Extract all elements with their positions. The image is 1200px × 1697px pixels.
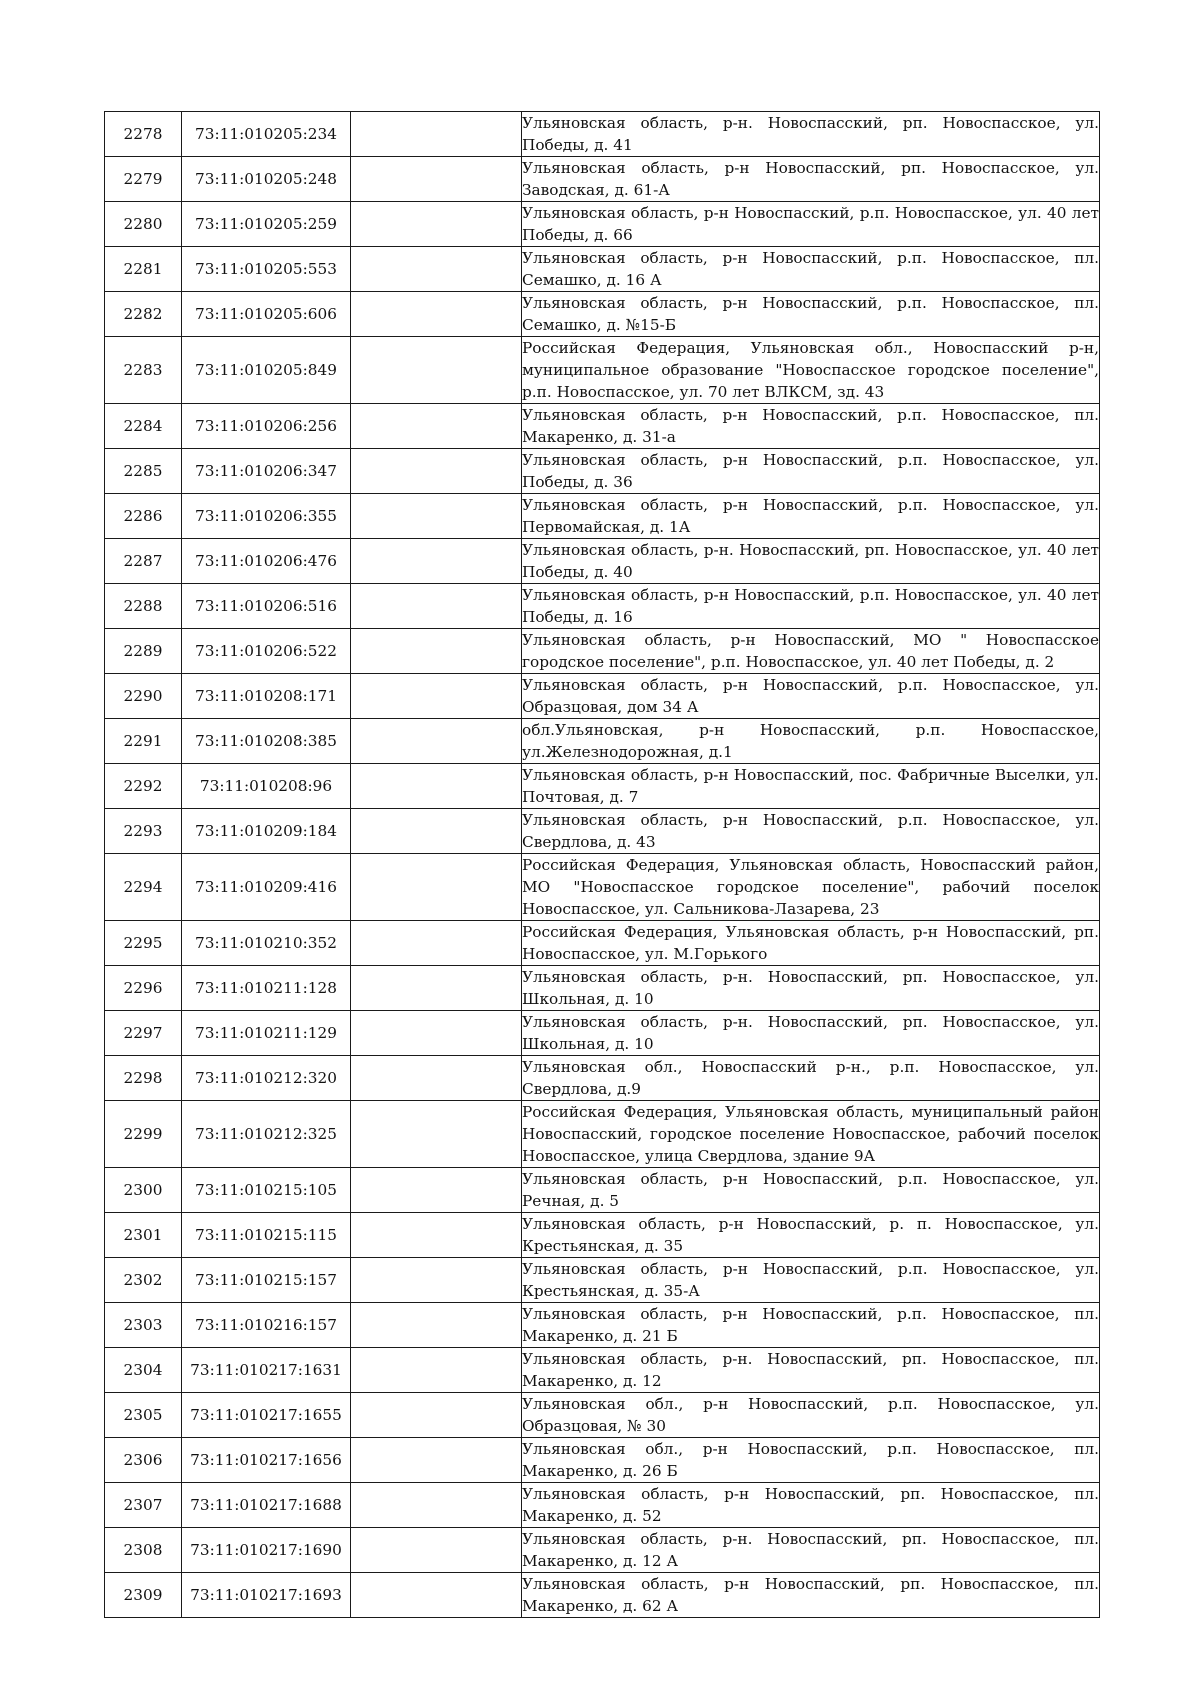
table-row [105, 202, 1100, 247]
row-number: 2298 [105, 1056, 182, 1101]
row-number: 2294 [105, 854, 182, 921]
table-row [105, 584, 1100, 629]
row-number: 2296 [105, 966, 182, 1011]
cadastral-number: 73:11:010209:184 [182, 809, 351, 854]
cadastral-number: 73:11:010211:128 [182, 966, 351, 1011]
cadastral-number: 73:11:010217:1690 [182, 1528, 351, 1573]
empty-cell [351, 921, 522, 966]
cadastral-number: 73:11:010209:416 [182, 854, 351, 921]
table-row [105, 112, 1100, 157]
table-row [105, 966, 1100, 1011]
address-cell: Ульяновская область, р-н. Новоспасский, рп. Новоспасское, пл. Макаренко, д. 12 [522, 1348, 1100, 1393]
cadastral-number: 73:11:010205:849 [182, 337, 351, 404]
cadastral-number: 73:11:010212:325 [182, 1101, 351, 1168]
table-row [105, 1168, 1100, 1213]
address-cell: Ульяновская область, р-н Новоспасский, р.п. Новоспасское, ул. Первомайская, д. 1А [522, 494, 1100, 539]
registry-table [104, 111, 1100, 1618]
empty-cell [351, 337, 522, 404]
address-cell: Российская Федерация, Ульяновская область, муниципальный район Новоспасский, городское поселение Новоспасское, рабочий поселок Новоспасское, улица Свердлова, здание 9А [522, 1101, 1100, 1168]
cadastral-number: 73:11:010212:320 [182, 1056, 351, 1101]
row-number: 2300 [105, 1168, 182, 1213]
empty-cell [351, 809, 522, 854]
table-row [105, 1056, 1100, 1101]
row-number: 2297 [105, 1011, 182, 1056]
document-page [104, 111, 1100, 1618]
table-row [105, 1213, 1100, 1258]
table-row [105, 1573, 1100, 1618]
empty-cell [351, 584, 522, 629]
row-number: 2290 [105, 674, 182, 719]
row-number: 2292 [105, 764, 182, 809]
empty-cell [351, 202, 522, 247]
cadastral-number: 73:11:010206:476 [182, 539, 351, 584]
cadastral-number: 73:11:010217:1655 [182, 1393, 351, 1438]
table-row [105, 539, 1100, 584]
empty-cell [351, 1258, 522, 1303]
table-row [105, 1011, 1100, 1056]
cadastral-number: 73:11:010215:115 [182, 1213, 351, 1258]
cadastral-number: 73:11:010217:1656 [182, 1438, 351, 1483]
address-cell: Ульяновская область, р-н Новоспасский, р.п. Новоспасское, ул. Победы, д. 36 [522, 449, 1100, 494]
address-cell: Ульяновская область, р-н Новоспасский, р.п. Новоспасское, пл. Семашко, д. 16 А [522, 247, 1100, 292]
row-number: 2309 [105, 1573, 182, 1618]
row-number: 2306 [105, 1438, 182, 1483]
empty-cell [351, 1393, 522, 1438]
empty-cell [351, 854, 522, 921]
row-number: 2291 [105, 719, 182, 764]
row-number: 2307 [105, 1483, 182, 1528]
empty-cell [351, 112, 522, 157]
address-cell: Ульяновская область, р-н Новоспасский, рп. Новоспасское, ул. Заводская, д. 61-А [522, 157, 1100, 202]
empty-cell [351, 404, 522, 449]
empty-cell [351, 1528, 522, 1573]
row-number: 2286 [105, 494, 182, 539]
row-number: 2299 [105, 1101, 182, 1168]
row-number: 2280 [105, 202, 182, 247]
table-row [105, 674, 1100, 719]
address-cell: Ульяновская область, р-н. Новоспасский, рп. Новоспасское, ул. 40 лет Победы, д. 40 [522, 539, 1100, 584]
table-row [105, 719, 1100, 764]
row-number: 2289 [105, 629, 182, 674]
cadastral-number: 73:11:010208:171 [182, 674, 351, 719]
cadastral-number: 73:11:010208:385 [182, 719, 351, 764]
row-number: 2284 [105, 404, 182, 449]
address-cell: обл.Ульяновская, р-н Новоспасский, р.п. Новоспасское, ул.Железнодорожная, д.1 [522, 719, 1100, 764]
cadastral-number: 73:11:010206:522 [182, 629, 351, 674]
table-row [105, 157, 1100, 202]
address-cell: Ульяновская область, р-н Новоспасский, р. п. Новоспасское, ул. Крестьянская, д. 35 [522, 1213, 1100, 1258]
address-cell: Ульяновская область, р-н. Новоспасский, рп. Новоспасское, ул. Победы, д. 41 [522, 112, 1100, 157]
row-number: 2301 [105, 1213, 182, 1258]
cadastral-number: 73:11:010215:157 [182, 1258, 351, 1303]
empty-cell [351, 1101, 522, 1168]
empty-cell [351, 247, 522, 292]
address-cell: Ульяновская область, р-н Новоспасский, р.п. Новоспасское, ул. Свердлова, д. 43 [522, 809, 1100, 854]
empty-cell [351, 719, 522, 764]
table-row [105, 494, 1100, 539]
row-number: 2283 [105, 337, 182, 404]
table-row [105, 764, 1100, 809]
address-cell: Ульяновская область, р-н Новоспасский, р.п. Новоспасское, ул. Крестьянская, д. 35-А [522, 1258, 1100, 1303]
table-row [105, 404, 1100, 449]
empty-cell [351, 629, 522, 674]
table-row [105, 629, 1100, 674]
address-cell: Ульяновская область, р-н. Новоспасский, рп. Новоспасское, ул. Школьная, д. 10 [522, 1011, 1100, 1056]
cadastral-number: 73:11:010217:1631 [182, 1348, 351, 1393]
table-row [105, 809, 1100, 854]
address-cell: Ульяновская область, р-н Новоспасский, р.п. Новоспасское, ул. 40 лет Победы, д. 66 [522, 202, 1100, 247]
empty-cell [351, 1348, 522, 1393]
row-number: 2304 [105, 1348, 182, 1393]
empty-cell [351, 1213, 522, 1258]
empty-cell [351, 966, 522, 1011]
address-cell: Ульяновская область, р-н Новоспасский, пос. Фабричные Выселки, ул. Почтовая, д. 7 [522, 764, 1100, 809]
cadastral-number: 73:11:010217:1688 [182, 1483, 351, 1528]
cadastral-number: 73:11:010206:516 [182, 584, 351, 629]
row-number: 2303 [105, 1303, 182, 1348]
cadastral-number: 73:11:010216:157 [182, 1303, 351, 1348]
cadastral-number: 73:11:010206:256 [182, 404, 351, 449]
cadastral-number: 73:11:010205:248 [182, 157, 351, 202]
address-cell: Ульяновская область, р-н Новоспасский, р.п. Новоспасское, ул. 40 лет Победы, д. 16 [522, 584, 1100, 629]
empty-cell [351, 674, 522, 719]
empty-cell [351, 539, 522, 584]
row-number: 2288 [105, 584, 182, 629]
table-row [105, 921, 1100, 966]
empty-cell [351, 1303, 522, 1348]
table-row [105, 1393, 1100, 1438]
address-cell: Ульяновская область, р-н Новоспасский, МО " Новоспасское городское поселение", р.п. Новоспасское, ул. 40 лет Победы, д. 2 [522, 629, 1100, 674]
table-row [105, 337, 1100, 404]
row-number: 2295 [105, 921, 182, 966]
row-number: 2293 [105, 809, 182, 854]
table-row [105, 854, 1100, 921]
address-cell: Ульяновская область, р-н Новоспасский, рп. Новоспасское, пл. Макаренко, д. 62 А [522, 1573, 1100, 1618]
address-cell: Ульяновская область, р-н Новоспасский, р.п. Новоспасское, ул. Речная, д. 5 [522, 1168, 1100, 1213]
cadastral-number: 73:11:010211:129 [182, 1011, 351, 1056]
address-cell: Российская Федерация, Ульяновская область, р-н Новоспасский, рп. Новоспасское, ул. М.Горького [522, 921, 1100, 966]
address-cell: Ульяновская область, р-н Новоспасский, р.п. Новоспасское, пл. Макаренко, д. 21 Б [522, 1303, 1100, 1348]
empty-cell [351, 1011, 522, 1056]
cadastral-number: 73:11:010205:259 [182, 202, 351, 247]
empty-cell [351, 292, 522, 337]
cadastral-number: 73:11:010217:1693 [182, 1573, 351, 1618]
empty-cell [351, 1573, 522, 1618]
address-cell: Ульяновская обл., Новоспасский р-н., р.п. Новоспасское, ул. Свердлова, д.9 [522, 1056, 1100, 1101]
address-cell: Ульяновская область, р-н Новоспасский, р.п. Новоспасское, пл. Макаренко, д. 31-а [522, 404, 1100, 449]
row-number: 2281 [105, 247, 182, 292]
row-number: 2285 [105, 449, 182, 494]
row-number: 2302 [105, 1258, 182, 1303]
empty-cell [351, 1438, 522, 1483]
address-cell: Ульяновская область, р-н Новоспасский, р.п. Новоспасское, ул. Образцовая, дом 34 А [522, 674, 1100, 719]
cadastral-number: 73:11:010206:347 [182, 449, 351, 494]
table-row [105, 1101, 1100, 1168]
empty-cell [351, 157, 522, 202]
table-row [105, 292, 1100, 337]
cadastral-number: 73:11:010205:553 [182, 247, 351, 292]
row-number: 2305 [105, 1393, 182, 1438]
table-row [105, 449, 1100, 494]
row-number: 2278 [105, 112, 182, 157]
table-row [105, 1483, 1100, 1528]
table-row [105, 1348, 1100, 1393]
empty-cell [351, 449, 522, 494]
table-row [105, 1438, 1100, 1483]
table-row [105, 1258, 1100, 1303]
address-cell: Ульяновская обл., р-н Новоспасский, р.п. Новоспасское, ул. Образцовая, № 30 [522, 1393, 1100, 1438]
cadastral-number: 73:11:010205:606 [182, 292, 351, 337]
row-number: 2279 [105, 157, 182, 202]
cadastral-number: 73:11:010205:234 [182, 112, 351, 157]
cadastral-number: 73:11:010210:352 [182, 921, 351, 966]
row-number: 2308 [105, 1528, 182, 1573]
cadastral-number: 73:11:010215:105 [182, 1168, 351, 1213]
address-cell: Ульяновская область, р-н. Новоспасский, рп. Новоспасское, ул. Школьная, д. 10 [522, 966, 1100, 1011]
empty-cell [351, 1168, 522, 1213]
empty-cell [351, 764, 522, 809]
table-row [105, 247, 1100, 292]
table-row [105, 1528, 1100, 1573]
cadastral-number: 73:11:010208:96 [182, 764, 351, 809]
row-number: 2282 [105, 292, 182, 337]
address-cell: Ульяновская область, р-н Новоспасский, рп. Новоспасское, пл. Макаренко, д. 52 [522, 1483, 1100, 1528]
address-cell: Российская Федерация, Ульяновская обл., Новоспасский р-н, муниципальное образование "Новоспасское городское поселение", р.п. Новоспасское, ул. 70 лет ВЛКСМ, зд. 43 [522, 337, 1100, 404]
table-row [105, 1303, 1100, 1348]
empty-cell [351, 494, 522, 539]
empty-cell [351, 1056, 522, 1101]
address-cell: Ульяновская обл., р-н Новоспасский, р.п. Новоспасское, пл. Макаренко, д. 26 Б [522, 1438, 1100, 1483]
address-cell: Российская Федерация, Ульяновская область, Новоспасский район, МО "Новоспасское городское поселение", рабочий поселок Новоспасское, ул. Сальникова-Лазарева, 23 [522, 854, 1100, 921]
address-cell: Ульяновская область, р-н Новоспасский, р.п. Новоспасское, пл. Семашко, д. №15-Б [522, 292, 1100, 337]
address-cell: Ульяновская область, р-н. Новоспасский, рп. Новоспасское, пл. Макаренко, д. 12 А [522, 1528, 1100, 1573]
row-number: 2287 [105, 539, 182, 584]
empty-cell [351, 1483, 522, 1528]
cadastral-number: 73:11:010206:355 [182, 494, 351, 539]
